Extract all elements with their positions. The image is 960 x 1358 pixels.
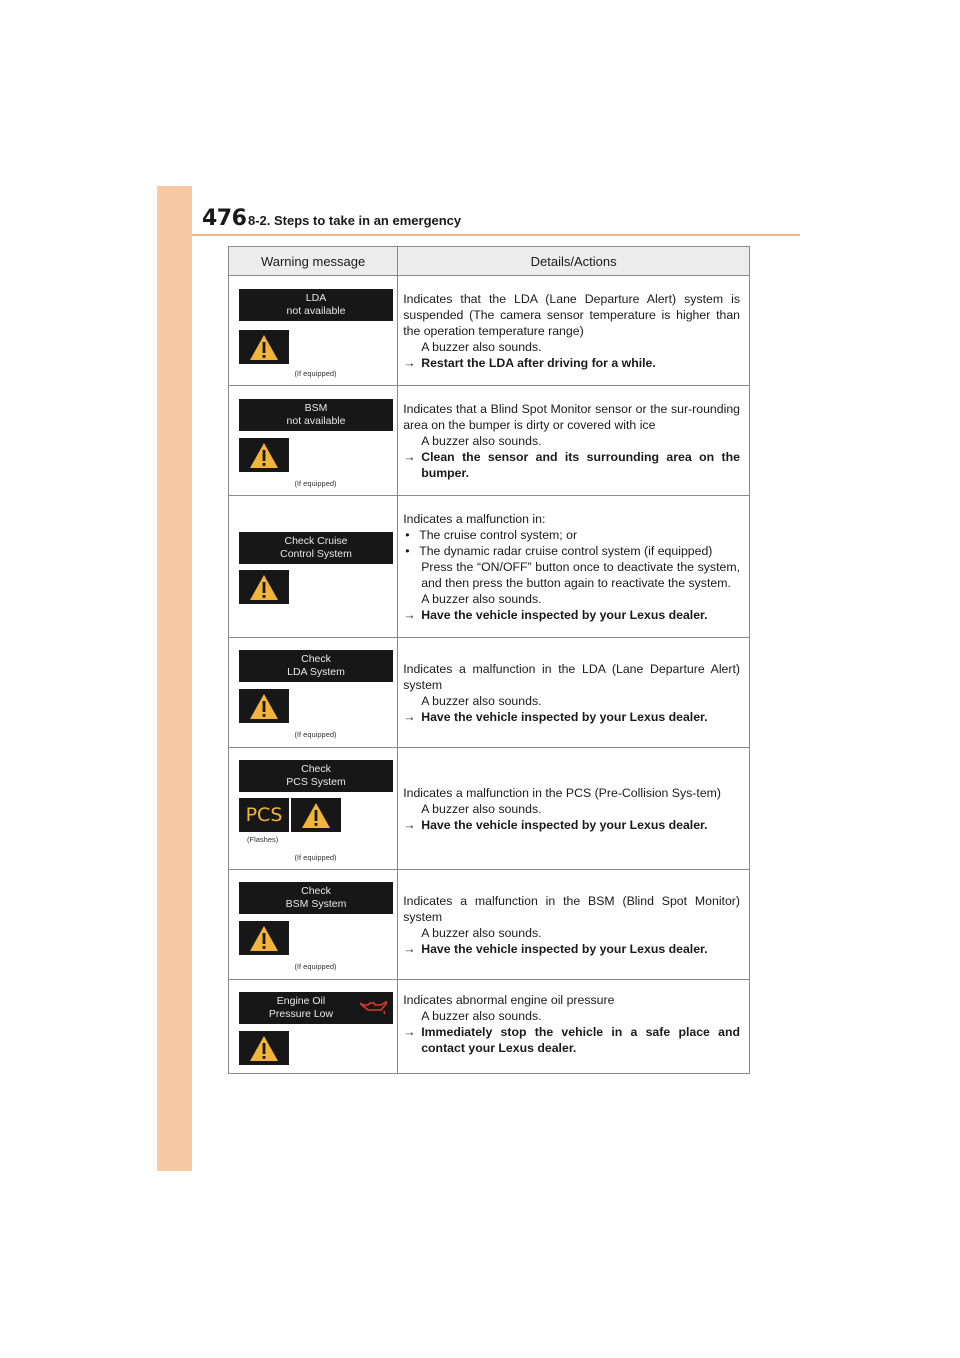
message-cell — [229, 870, 398, 980]
banner-line: Check Cruise — [284, 535, 348, 547]
action-label: Have the vehicle inspected by your Lexus dealer. — [421, 941, 708, 956]
warning-table — [228, 246, 750, 1074]
table-row — [229, 980, 750, 1074]
message-cell — [229, 748, 398, 870]
arrow-icon: → — [403, 941, 416, 956]
warning-icon — [239, 330, 289, 364]
detail-description: Indicates a malfunction in the BSM (Blind Spot Monitor) system — [403, 893, 740, 924]
warning-icon — [239, 570, 289, 604]
flashes-note: (Flashes) — [247, 835, 279, 844]
action-text — [403, 941, 740, 957]
message-cell — [229, 386, 398, 496]
action-text — [403, 1024, 740, 1056]
banner-line: BSM System — [285, 898, 347, 910]
arrow-icon: → — [403, 817, 416, 832]
col-details-header: Details/Actions — [398, 247, 750, 276]
details-cell — [398, 980, 750, 1074]
buzzer-note: A buzzer also sounds. — [421, 591, 542, 606]
details-cell — [398, 386, 750, 496]
details-cell — [398, 276, 750, 386]
banner-line: Pressure Low — [268, 1008, 334, 1020]
action-text — [403, 817, 740, 833]
table-row — [229, 638, 750, 748]
arrow-icon: → — [403, 1025, 416, 1039]
buzzer-note: A buzzer also sounds. — [421, 339, 542, 354]
action-label: Clean the sensor and its surrounding area on the bumper. — [421, 449, 740, 480]
warning-banner — [239, 532, 393, 564]
action-label: Have the vehicle inspected by your Lexus dealer. — [421, 607, 708, 622]
bullet-text: The dynamic radar cruise control system (if equipped) — [419, 543, 713, 558]
action-text — [403, 709, 740, 725]
warning-icon — [239, 438, 289, 472]
message-cell — [229, 980, 398, 1074]
detail-description: Indicates abnormal engine oil pressure — [403, 993, 615, 1007]
table-row — [229, 496, 750, 638]
pcs-indicator-icon: PCS — [239, 798, 289, 832]
banner-line: Engine Oil — [276, 995, 326, 1007]
detail-description: Indicates a malfunction in the PCS (Pre-Collision Sys-tem) — [403, 785, 721, 800]
details-cell — [398, 496, 750, 638]
warning-banner — [239, 289, 393, 321]
warning-banner — [239, 760, 393, 792]
banner-line: LDA — [305, 292, 327, 304]
oil-can-icon — [359, 999, 387, 1017]
action-text — [403, 607, 740, 623]
action-label: Have the vehicle inspected by your Lexus dealer. — [421, 817, 708, 832]
side-tab-bar — [157, 186, 192, 1171]
warning-banner — [239, 650, 393, 682]
arrow-icon: → — [403, 449, 416, 464]
details-cell — [398, 638, 750, 748]
details-cell — [398, 870, 750, 980]
detail-description: Indicates that a Blind Spot Monitor sensor or the sur-rounding area on the bumper is dirty or covered with ice — [403, 401, 740, 432]
arrow-icon: → — [403, 709, 416, 724]
action-text — [403, 355, 740, 371]
action-text — [403, 449, 740, 481]
bullet-item: • The dynamic radar cruise control system (if equipped) — [405, 543, 713, 558]
banner-line: not available — [286, 415, 346, 427]
section-title: 8-2. Steps to take in an emergency — [248, 213, 462, 228]
table-header-row — [229, 247, 750, 276]
banner-line: Check — [301, 763, 331, 775]
warning-icon — [291, 798, 341, 832]
buzzer-note: A buzzer also sounds. — [421, 433, 542, 448]
if-equipped-note: (If equipped) — [294, 853, 337, 862]
warning-icon — [239, 1031, 289, 1065]
warning-banner — [239, 992, 393, 1024]
banner-line: BSM — [304, 402, 328, 414]
buzzer-note: A buzzer also sounds. — [421, 693, 542, 708]
message-cell — [229, 638, 398, 748]
action-label: Have the vehicle inspected by your Lexus dealer. — [421, 709, 708, 724]
warning-icon — [239, 689, 289, 723]
details-cell — [398, 748, 750, 870]
page-number: 476 — [202, 206, 247, 231]
if-equipped-note: (If equipped) — [294, 962, 337, 971]
message-cell — [229, 496, 398, 638]
table-row — [229, 748, 750, 870]
bullet-item: • The cruise control system; or — [405, 527, 578, 542]
banner-line: Control System — [280, 548, 352, 560]
warning-icon — [239, 921, 289, 955]
arrow-icon: → — [403, 355, 416, 370]
table-row — [229, 870, 750, 980]
action-label: Restart the LDA after driving for a while. — [421, 355, 656, 370]
banner-line: Check — [301, 653, 331, 665]
bullet-text: The cruise control system; or — [419, 527, 578, 542]
page-header — [192, 204, 800, 236]
banner-line: Check — [301, 885, 331, 897]
action-label: Immediately stop the vehicle in a safe place and contact your Lexus dealer. — [421, 1025, 740, 1055]
arrow-icon: → — [403, 607, 416, 622]
detail-description: Indicates that the LDA (Lane Departure Alert) system is suspended (The camera sensor temperature is higher than the operation temperature range) — [403, 291, 740, 338]
detail-description: Indicates a malfunction in the LDA (Lane Departure Alert) system — [403, 661, 740, 692]
warning-banner — [239, 882, 393, 914]
banner-line: not available — [286, 305, 346, 317]
banner-line: PCS System — [286, 776, 346, 788]
header-rule — [192, 234, 800, 236]
if-equipped-note: (If equipped) — [294, 479, 337, 488]
table-row — [229, 276, 750, 386]
message-cell — [229, 276, 398, 386]
detail-description: Indicates a malfunction in: — [403, 511, 546, 526]
buzzer-note: A buzzer also sounds. — [421, 801, 542, 816]
sub-instruction: Press the “ON/OFF” button once to deactivate the system, and then press the button again to reactivate the system. — [421, 559, 740, 590]
col-message-header: Warning message — [229, 247, 398, 276]
buzzer-note: A buzzer also sounds. — [421, 1009, 542, 1023]
if-equipped-note: (If equipped) — [294, 369, 337, 378]
warning-banner — [239, 399, 393, 431]
banner-line: LDA System — [287, 666, 345, 678]
buzzer-note: A buzzer also sounds. — [421, 925, 542, 940]
table-row — [229, 386, 750, 496]
if-equipped-note: (If equipped) — [294, 730, 337, 739]
